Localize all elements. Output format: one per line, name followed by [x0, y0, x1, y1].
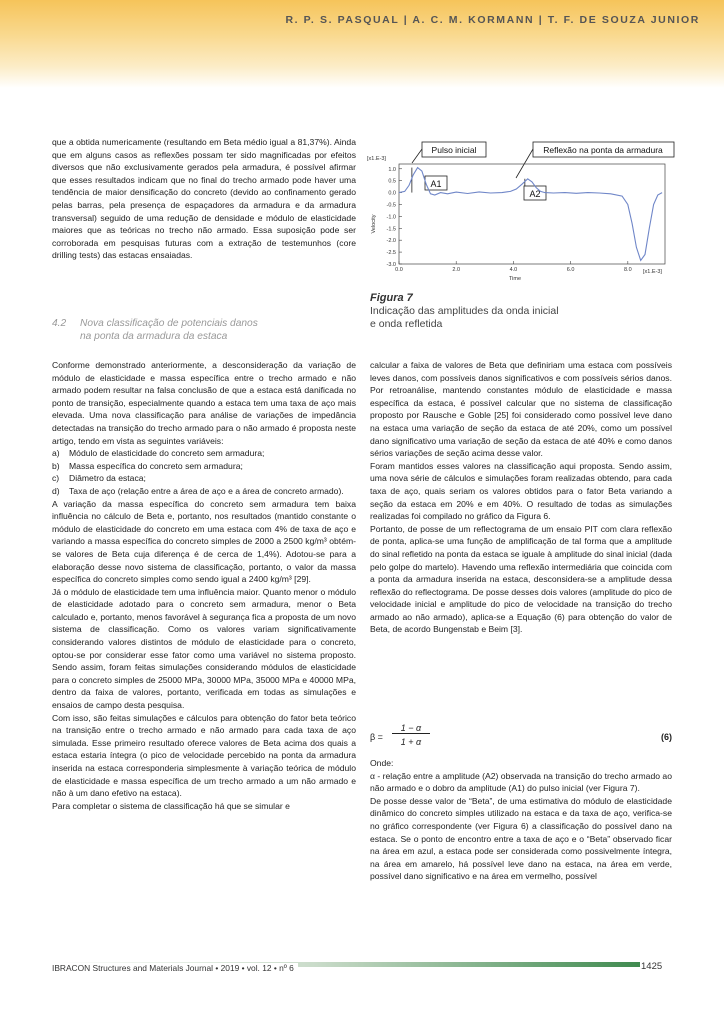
- list-label: d): [52, 485, 60, 496]
- y-tick-label: -2.5: [386, 250, 396, 257]
- figure-caption: [370, 291, 670, 331]
- list-text: Módulo de elasticidade do concreto sem armadura;: [69, 448, 265, 459]
- paragraph: De posse desse valor de “Beta”, de uma estimativa do módulo de elasticidade dinâmico do concreto simples utilizado na estaca e da taxa de aço, verifica-se no gráfico correspondente (ver Figura 6) a classificação do possível dano na estaca. Se o ponto de encontro entre a taxa de aço e o “Beta” observado ficar na área em azul, a estaca pode ser considerada como possivelmente íntegra, na área em amarelo, há possível leve dano na estaca, na área em verde, possível dano significativo e na área em vermelho, possível: [370, 795, 672, 882]
- paragraph: Conforme demonstrado anteriormente, a desconsideração da variação de módulo de elasticidade e massa específica entre o trecho armado e não armado podem resultar na falsa conclusão de que a estaca está danificada no ponto de transição, especialmente quando a estaca tem uma taxa de aço mais elevada. Uma nova classificação para análise de variações de impedância detectadas na transição do trecho armado para o não armado é proposta neste artigo, tendo em vista as seguintes variáveis:: [52, 360, 356, 446]
- x-tick-label: 4.0: [509, 267, 518, 273]
- y-tick-label: 0.5: [388, 178, 396, 185]
- figure-caption-line-1: Indicação das amplitudes da onda inicial: [370, 305, 559, 317]
- right-column-bottom: [370, 757, 672, 883]
- list-item: [52, 472, 356, 485]
- equation-6: [370, 722, 672, 752]
- equation-numerator: 1 − α: [392, 723, 430, 734]
- paragraph: Para completar o sistema de classificação há que se simular e: [52, 800, 290, 811]
- left-column-main: [52, 359, 356, 812]
- x-tick-label: 0.0: [395, 267, 403, 273]
- list-label: b): [52, 460, 60, 471]
- a1-label: A1: [430, 179, 442, 189]
- callout-reflection-label: Reflexão na ponta da armadura: [543, 145, 663, 155]
- y-tick-label: -3.0: [386, 262, 396, 268]
- callout-pointer-reflection: [516, 149, 533, 178]
- list-label: c): [52, 473, 60, 484]
- list-item: [52, 485, 356, 498]
- paragraph: Foram mantidos esses valores na classificação aqui proposta. Sendo assim, uma nova série de cálculos e simulações foram realizadas obtendo, para cada taxa de aço, quais seriam os valores obtidos para o fator Beta variando a seção da estaca em 20% e em 40%. O resultado de todas as simulações realizadas foi compilado no gráfico da Figura 6.: [370, 460, 672, 522]
- section-number: 4.2: [52, 318, 67, 329]
- list-item: [52, 460, 356, 473]
- section-title-line-1: Nova classificação de potenciais danos: [80, 318, 258, 329]
- equation-lhs: β =: [370, 732, 383, 742]
- paragraph: α - relação entre a amplitude (A2) observada na transição do trecho armado ao não armado e o dobro da amplitude (A1) do pulso inicial (ver Figura 7).: [370, 770, 672, 794]
- callout-initial-label: Pulso inicial: [431, 145, 477, 155]
- x-scale-label: [x1.E-3]: [643, 269, 662, 275]
- variable-list: [52, 447, 356, 497]
- paragraph: calcular a faixa de valores de Beta que definiriam uma estaca com possíveis leves danos, com possíveis danos significativos e com possíveis sérios danos. Por retroanálise, mantendo constantes módulo de elasticidade e massa específica da estaca, é possível calcular que no sistema de classificação proposto por Rausche e Goble [25] foi considerado como possível leve dano na estaca uma variação de seção da estaca de até 20%, como um possível dano significativo uma variação de seção da estaca de até 40% e como danos sérios variações de seção acima desse valor.: [370, 360, 672, 459]
- list-text: Taxa de aço (relação entre a área de aço e a área de concreto armado).: [69, 485, 344, 496]
- figure-label: Figura 7: [370, 292, 413, 304]
- y-tick-label: -0.5: [386, 202, 396, 209]
- equation-denominator: 1 + α: [400, 737, 422, 747]
- y-tick-label: 1.0: [388, 166, 396, 173]
- a2-label: A2: [529, 189, 541, 199]
- paragraph: A variação da massa específica do concreto sem armadura tem baixa influência no cálculo de Beta e, portanto, nos resultados (mantido constante o módulo de elasticidade do concreto em uma estaca com 4% de taxa de aço e variando a massa específica do concreto simples de 2000 a 2500 kg/m³ obtém-se valores de Beta cuja diferença é de cerca de 1,4%). Adotou-se para a elaboração desse novo sistema de classificação, portanto, o valor da massa específica do concreto simples como sendo igual a 2400 kg/m³ [29].: [52, 498, 356, 585]
- section-heading: [52, 317, 352, 343]
- paragraph: Já o módulo de elasticidade tem uma influência maior. Quanto menor o módulo de elasticidade adotado para o concreto sem armadura, menor o Beta calculado e, portanto, menos favorável à segurança fica a proposta de um novo sistema de classificação. Como os valores variam significativamente considerando valores distintos de módulo de elasticidade para o concreto, optou-se por considerar esse fator como uma variável no sistema proposto. Sendo assim, foram feitas simulações considerando módulos de elasticidade para o concreto simples de 25000 MPa, 30000 MPa, 35000 MPa e 40000 MPa, dentro da faixa de valores, portanto, verificada em todas as simulações e ensaios de campo desta pesquisa.: [52, 586, 356, 711]
- callout-pointer-initial: [412, 149, 422, 163]
- paragraph: Com isso, são feitas simulações e cálculos para obtenção do fator beta teórico na transição entre o trecho armado e não armado para cada taxa de aço simulada. Esse primeiro resultado oferece valores de Beta acima dos quais a estaca estaria íntegra (o pico de velocidade percebido na ponta da armadura inserida na estaca corresponderia simplesmente à variação teórica de módulo de elasticidade e massa específica de um trecho armado a um não armado e não à um dano efetivo na estaca).: [52, 712, 356, 799]
- x-tick-label: 8.0: [623, 267, 632, 273]
- y-tick-label: -2.0: [386, 238, 396, 245]
- figure-caption-line-2: e onda refletida: [370, 318, 443, 330]
- y-axis-label: Velocity: [371, 214, 377, 234]
- right-column-main: [370, 359, 672, 636]
- paragraph: que a obtida numericamente (resultando em Beta médio igual a 81,37%). Ainda que em alguns casos as reflexões possam ter sido magnificadas por efeitos diversos que não exclusivamente gerados pela armadura, é possível afirmar que esses resultados indicam que no final do trecho armado pode haver uma tendência de maior densificação do concreto (devido ao confinamento gerado pelas barras, pela presença de espaçadores da armadura e da armadura transversal) seguido de uma redução de densidade e módulo de elasticidade maiores que as teóricas no trecho não armado. Essa suposição pode ser corroborada em pesquisas futuras com a extração de testemunhos (core drilling tests) das estacas ensaiadas.: [52, 137, 356, 261]
- y-tick-label: 0.0: [388, 190, 396, 197]
- footer-journal: IBRACON Structures and Materials Journal • 2019 • vol. 12 • nº 6: [52, 963, 298, 973]
- list-text: Diâmetro da estaca;: [69, 473, 146, 484]
- running-header-authors: R. P. S. PASQUAL | A. C. M. KORMANN | T. F. DE SOUZA JUNIOR: [285, 14, 700, 26]
- x-tick-label: 2.0: [452, 267, 461, 273]
- y-tick-label: -1.5: [386, 226, 396, 233]
- paragraph: Portanto, de posse de um reflectograma de um ensaio PIT com clara reflexão de ponta, aplica-se uma função de amplificação de tal forma que a amplitude do sinal refletido na ponta da estaca se iguale à amplitude do sinal inicial (dada pelo golpe do martelo). Havendo uma reflexão intermediária que coincida com a ponta da armadura inserida na estaca, desconsidera-se a amplitude dessa reflexão do reflectograma. De posse desses dois valores (amplitude do pico de velocidade inicial e amplitude do pico de velocidade na transição do trecho armado ao não armado), aplica-se a Equação (6) para obtenção do valor de Beta, de acordo Bungenstab e Beim [3].: [370, 523, 672, 635]
- velocity-chart: [365, 136, 677, 288]
- x-axis-label: Time: [508, 276, 522, 282]
- list-text: Massa específica do concreto sem armadura;: [69, 460, 243, 471]
- equation-number: (6): [661, 732, 672, 742]
- list-item: [52, 447, 356, 460]
- x-tick-label: 6.0: [566, 267, 575, 273]
- y-scale-label: [x1.E-3]: [367, 156, 386, 162]
- list-label: a): [52, 448, 60, 459]
- left-column-top: [52, 136, 356, 262]
- section-title-line-2: na ponta da armadura da estaca: [80, 331, 228, 342]
- onde-label: Onde:: [370, 758, 394, 768]
- y-tick-label: -1.0: [386, 214, 396, 221]
- page-number: 1425: [641, 961, 663, 972]
